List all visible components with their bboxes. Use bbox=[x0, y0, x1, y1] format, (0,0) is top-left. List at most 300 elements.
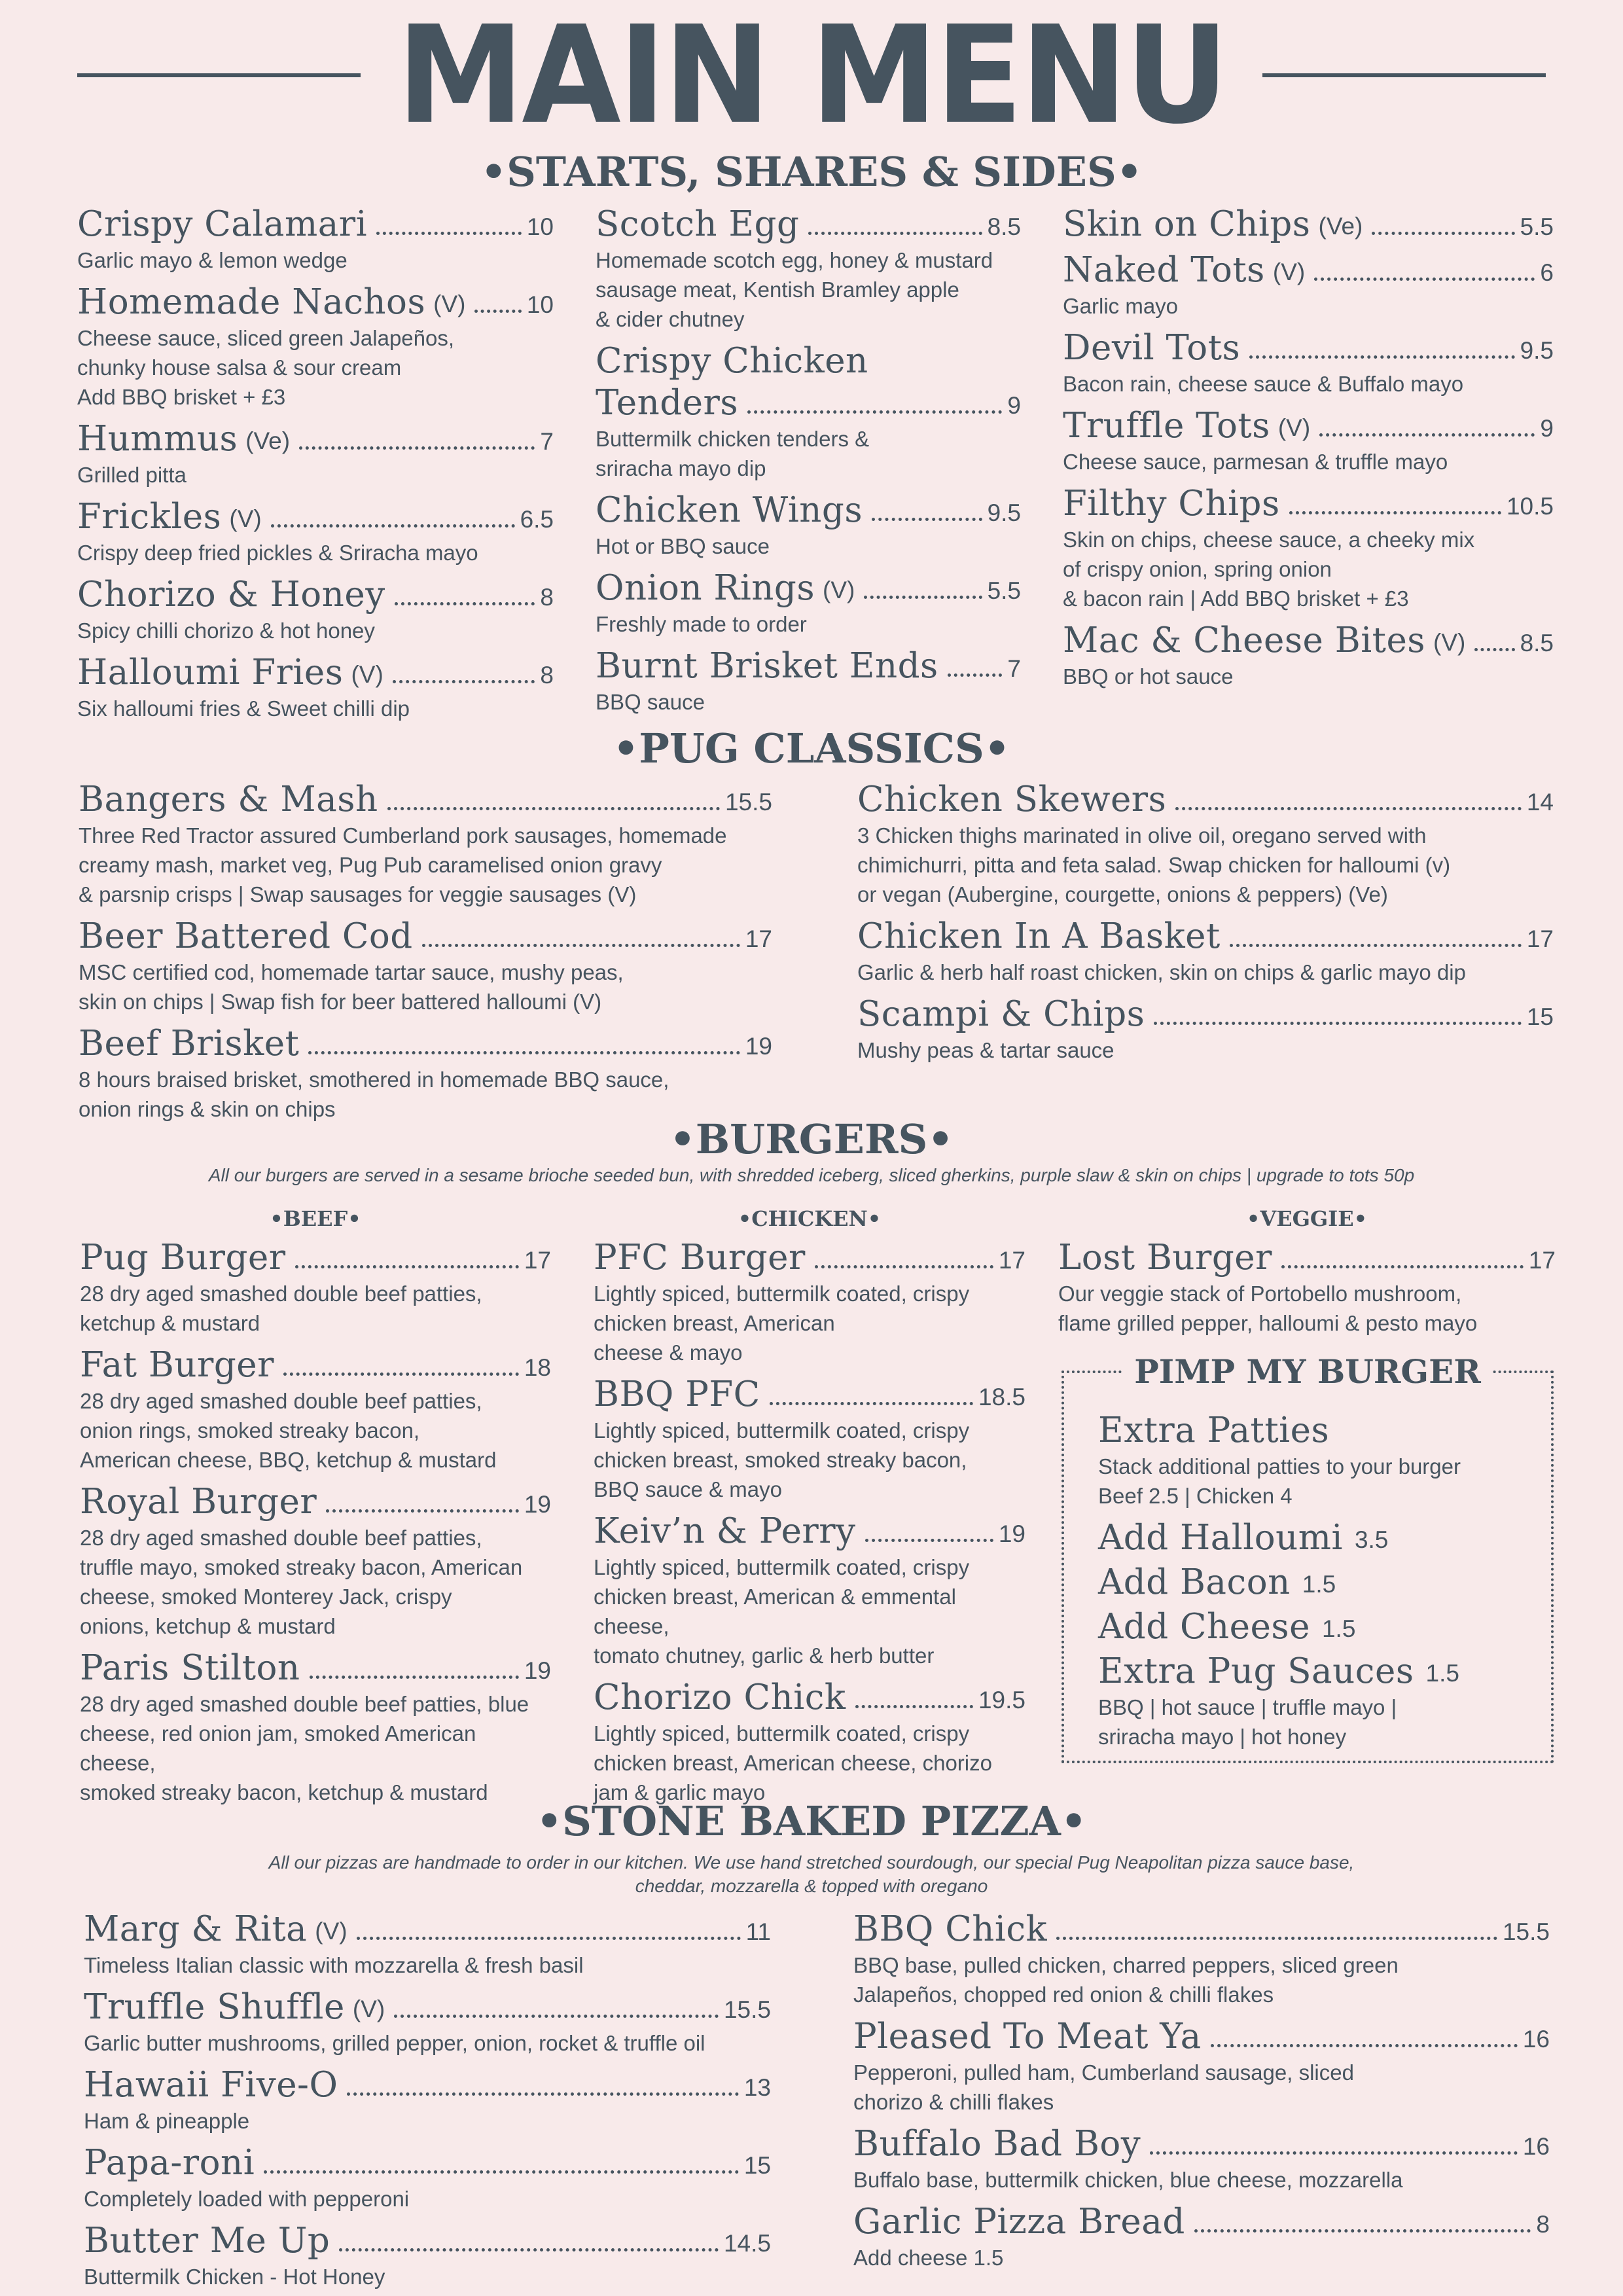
menu-item-name: Buffalo Bad Boy bbox=[853, 2124, 1141, 2164]
menu-item-description: Buttermilk Chicken - Hot Honey bbox=[84, 2265, 385, 2289]
dot-leader bbox=[347, 2092, 738, 2096]
diet-tag: (V) bbox=[823, 577, 855, 603]
menu-item-name: Scampi & Chips bbox=[857, 994, 1145, 1034]
menu-item-name: Extra Pug Sauces bbox=[1098, 1651, 1414, 1691]
menu-item bbox=[596, 201, 1021, 334]
menu-item-row bbox=[84, 2217, 771, 2262]
menu-item-row bbox=[853, 2121, 1550, 2165]
menu-item-name: Hummus bbox=[77, 419, 238, 459]
starts-column-2 bbox=[596, 201, 1021, 721]
menu-item-row bbox=[80, 1342, 551, 1386]
menu-item-description: Skin on chips, cheese sauce, a cheeky mix of crispy onion, spring onion & bacon rain | Add BBQ brisket + £3 bbox=[1063, 528, 1475, 611]
menu-item-row bbox=[857, 913, 1554, 958]
menu-item-price: 9 bbox=[1540, 415, 1554, 442]
dot-leader bbox=[1319, 433, 1535, 437]
menu-item-description: Lightly spiced, buttermilk coated, crispy chicken breast, American & emmental cheese, tomato chutney, garlic & herb butter bbox=[594, 1555, 970, 1668]
dot-leader bbox=[299, 446, 535, 450]
menu-item-name: Keiv’n & Perry bbox=[594, 1511, 856, 1551]
menu-item-row bbox=[1063, 201, 1554, 245]
menu-item-description: Lightly spiced, buttermilk coated, crispy chicken breast, American cheese, chorizo jam & garlic mayo bbox=[594, 1721, 992, 1804]
burgers-veggie-column bbox=[1058, 1206, 1556, 1342]
menu-item-name: BBQ PFC bbox=[594, 1374, 760, 1414]
menu-item-price: 1.5 bbox=[1425, 1660, 1459, 1687]
dot-leader bbox=[271, 524, 515, 528]
menu-item-row bbox=[596, 382, 1021, 424]
pizza-column-1 bbox=[84, 1906, 771, 2295]
menu-item-price: 19 bbox=[524, 1491, 551, 1518]
dot-leader bbox=[1372, 232, 1514, 235]
menu-item-price: 9.5 bbox=[1520, 337, 1554, 364]
menu-item-description: Lightly spiced, buttermilk coated, crispy chicken breast, American cheese & mayo bbox=[594, 1282, 970, 1365]
menu-item-name: PFC Burger bbox=[594, 1238, 806, 1278]
menu-item-price: 19.5 bbox=[978, 1687, 1026, 1713]
dot-leader bbox=[394, 2015, 719, 2018]
menu-item-row bbox=[1063, 617, 1554, 662]
menu-item-price: 6.5 bbox=[520, 506, 554, 533]
menu-item-description: Garlic butter mushrooms, grilled pepper, onion, rocket & truffle oil bbox=[84, 2031, 705, 2055]
menu-item-name: Chorizo Chick bbox=[594, 1677, 846, 1717]
beef-label: •BEEF• bbox=[270, 1206, 361, 1231]
menu-item-name: Crispy Chicken bbox=[596, 341, 868, 381]
menu-item bbox=[1098, 1559, 1543, 1604]
menu-item-row bbox=[594, 1234, 1026, 1279]
classics-column-1 bbox=[79, 776, 772, 1128]
menu-item bbox=[77, 416, 554, 490]
burgers-note: All our burgers are served in a sesame brioche seeded bun, with shredded iceberg, sliced gherkins, purple slaw & skin on chips | upgrade to tots 50p bbox=[208, 1165, 1415, 1185]
menu-item-row bbox=[594, 1674, 1026, 1719]
menu-item-name: Add Bacon bbox=[1098, 1562, 1291, 1602]
section-title-pizza: •STONE BAKED PIZZA• bbox=[536, 1797, 1087, 1845]
menu-item-description: Bacon rain, cheese sauce & Buffalo mayo bbox=[1063, 372, 1464, 396]
menu-item bbox=[596, 643, 1021, 717]
menu-item-price: 16 bbox=[1522, 2133, 1550, 2160]
menu-item-description: BBQ | hot sauce | truffle mayo | sriracha mayo | hot honey bbox=[1098, 1695, 1397, 1749]
menu-item-description: Timeless Italian classic with mozzarella & fresh basil bbox=[84, 1953, 584, 1977]
menu-item bbox=[77, 571, 554, 645]
dot-leader bbox=[1056, 1937, 1497, 1940]
menu-item bbox=[853, 2121, 1550, 2195]
menu-item-price: 14.5 bbox=[723, 2230, 771, 2257]
menu-item-price: 16 bbox=[1522, 2026, 1550, 2053]
menu-item-description: Add cheese 1.5 bbox=[853, 2246, 1004, 2270]
menu-item bbox=[77, 201, 554, 275]
menu-item bbox=[594, 1508, 1026, 1670]
dot-leader bbox=[948, 673, 1003, 677]
menu-item bbox=[79, 1020, 772, 1124]
classics-column-2 bbox=[857, 776, 1554, 1069]
menu-item bbox=[596, 565, 1021, 639]
menu-item-price: 5.5 bbox=[987, 577, 1021, 604]
chicken-label: •CHICKEN• bbox=[738, 1206, 882, 1231]
pimp-title-wrap bbox=[1064, 1352, 1551, 1391]
dot-leader bbox=[264, 2170, 739, 2174]
menu-item bbox=[1063, 617, 1554, 691]
menu-item-name: Garlic Pizza Bread bbox=[853, 2202, 1185, 2242]
menu-item-price: 18.5 bbox=[978, 1384, 1026, 1410]
menu-item bbox=[1098, 1604, 1543, 1648]
menu-item-description: MSC certified cod, homemade tartar sauce, mushy peas, skin on chips | Swap fish for beer battered halloumi (V) bbox=[79, 960, 624, 1014]
starts-column-3 bbox=[1063, 201, 1554, 695]
menu-item-description: Pepperoni, pulled ham, Cumberland sausage, sliced chorizo & chilli flakes bbox=[853, 2060, 1354, 2114]
menu-item-price: 9 bbox=[1007, 392, 1021, 419]
menu-item-row bbox=[80, 1645, 551, 1689]
menu-item bbox=[1063, 480, 1554, 613]
dot-leader bbox=[1194, 2229, 1531, 2233]
menu-item-price: 15 bbox=[1526, 1003, 1554, 1030]
menu-item bbox=[853, 1906, 1550, 2009]
diet-tag: (V) bbox=[1277, 414, 1311, 441]
menu-item-description: Buttermilk chicken tenders & sriracha mayo dip bbox=[596, 427, 870, 480]
menu-item bbox=[77, 649, 554, 723]
menu-item-row bbox=[77, 416, 554, 460]
menu-item bbox=[594, 1234, 1026, 1367]
menu-item-description: Mushy peas & tartar sauce bbox=[857, 1038, 1115, 1062]
menu-item bbox=[84, 2062, 771, 2136]
header-rule-right bbox=[1262, 73, 1546, 77]
dot-leader bbox=[1154, 1022, 1521, 1025]
menu-item bbox=[1098, 1515, 1543, 1559]
menu-item-row bbox=[1063, 325, 1554, 369]
menu-item-name: Marg & Rita bbox=[84, 1909, 308, 1949]
menu-item-price: 7 bbox=[540, 428, 554, 455]
dot-leader bbox=[770, 1402, 973, 1405]
menu-item-price: 10.5 bbox=[1506, 493, 1554, 520]
menu-item-price: 11 bbox=[745, 1918, 771, 1945]
diet-tag: (Ve) bbox=[1318, 213, 1363, 240]
menu-item-price: 8.5 bbox=[1520, 630, 1554, 656]
dot-leader bbox=[808, 232, 982, 235]
menu-item-name: Filthy Chips bbox=[1063, 484, 1280, 524]
menu-item-price: 17 bbox=[524, 1247, 551, 1274]
menu-item-price: 1.5 bbox=[1302, 1571, 1336, 1598]
pimp-items bbox=[1098, 1407, 1543, 1755]
menu-item-description: Hot or BBQ sauce bbox=[596, 534, 770, 558]
dot-leader bbox=[1474, 648, 1514, 651]
menu-item-name: Mac & Cheese Bites bbox=[1063, 620, 1426, 660]
dot-leader bbox=[339, 2248, 719, 2251]
menu-item-price: 8 bbox=[540, 662, 554, 689]
menu-item bbox=[857, 776, 1554, 909]
menu-item-price: 8 bbox=[1536, 2211, 1550, 2238]
menu-item-name: Truffle Shuffle bbox=[84, 1987, 345, 2027]
diet-tag: (Ve) bbox=[245, 427, 291, 454]
menu-item-name: Bangers & Mash bbox=[79, 780, 378, 819]
diet-tag: (V) bbox=[1272, 259, 1306, 285]
menu-item-name: Add Cheese bbox=[1098, 1607, 1310, 1647]
menu-item-row bbox=[596, 201, 1021, 245]
menu-item-name: Chicken Skewers bbox=[857, 780, 1167, 819]
menu-item-row bbox=[1098, 1604, 1543, 1648]
section-title-classics: •PUG CLASSICS• bbox=[613, 725, 1010, 772]
dot-leader bbox=[474, 310, 521, 313]
menu-item-price: 19 bbox=[998, 1520, 1026, 1547]
menu-item-price: 8 bbox=[540, 584, 554, 611]
menu-item-price: 1.5 bbox=[1321, 1615, 1356, 1642]
menu-item-name: Fat Burger bbox=[80, 1345, 274, 1385]
dot-leader bbox=[310, 1676, 519, 1679]
diet-tag: (V) bbox=[352, 1996, 385, 2022]
menu-item-name: Papa-roni bbox=[84, 2143, 255, 2183]
menu-item bbox=[1063, 247, 1554, 321]
menu-item-row bbox=[77, 649, 554, 694]
burgers-chicken-column bbox=[594, 1206, 1026, 1811]
menu-item-name: Beer Battered Cod bbox=[79, 916, 413, 956]
menu-item-row bbox=[1063, 480, 1554, 525]
menu-item-description: 8 hours braised brisket, smothered in homemade BBQ sauce, onion rings & skin on chips bbox=[79, 1067, 669, 1121]
menu-item-row bbox=[77, 279, 554, 323]
menu-item-description: 28 dry aged smashed double beef patties, ketchup & mustard bbox=[80, 1282, 482, 1335]
menu-item-name: Skin on Chips bbox=[1063, 204, 1311, 244]
menu-item-row bbox=[84, 2140, 771, 2184]
menu-item-row bbox=[594, 1371, 1026, 1416]
menu-item-name: Beef Brisket bbox=[79, 1024, 300, 1064]
dot-leader bbox=[747, 410, 1002, 414]
menu-item bbox=[1098, 1648, 1543, 1751]
menu-item-description: Six halloumi fries & Sweet chilli dip bbox=[77, 696, 410, 721]
menu-item-description: 3 Chicken thighs marinated in olive oil, oregano served with chimichurri, pitta and feta salad. Swap chicken for halloumi (v) or vegan (Aubergine, courgette, onions & peppers) (Ve) bbox=[857, 823, 1451, 906]
menu-item-price: 19 bbox=[745, 1033, 772, 1060]
menu-item-name: Halloumi Fries bbox=[77, 653, 344, 692]
menu-item bbox=[84, 2140, 771, 2214]
menu-item-description: Completely loaded with pepperoni bbox=[84, 2187, 410, 2211]
menu-header bbox=[0, 0, 1623, 154]
menu-item-description: Buffalo base, buttermilk chicken, blue cheese, mozzarella bbox=[853, 2168, 1403, 2192]
menu-item-row bbox=[594, 1508, 1026, 1552]
diet-tag: (V) bbox=[351, 661, 383, 688]
menu-item-description: Our veggie stack of Portobello mushroom, flame grilled pepper, halloumi & pesto mayo bbox=[1058, 1282, 1478, 1335]
menu-item-row bbox=[1063, 403, 1554, 447]
menu-item bbox=[80, 1479, 551, 1641]
menu-item bbox=[853, 2013, 1550, 2117]
menu-item-row bbox=[77, 493, 554, 538]
menu-item bbox=[79, 776, 772, 909]
pimp-title: PIMP MY BURGER bbox=[1124, 1352, 1491, 1391]
menu-item-row bbox=[79, 913, 772, 958]
menu-item bbox=[594, 1371, 1026, 1504]
dot-leader bbox=[1230, 944, 1522, 947]
menu-item-name: Burnt Brisket Ends bbox=[596, 646, 938, 686]
menu-item-description: Spicy chilli chorizo & hot honey bbox=[77, 619, 375, 643]
menu-item-row bbox=[77, 201, 554, 245]
menu-item-row bbox=[853, 1906, 1550, 1950]
menu-item-description: Grilled pitta bbox=[77, 463, 187, 487]
menu-item-description: Ham & pineapple bbox=[84, 2109, 250, 2133]
pizza-note-line-2: cheddar, mozzarella & topped with oregano bbox=[635, 1876, 988, 1896]
menu-item-row bbox=[1098, 1559, 1543, 1604]
dot-leader bbox=[393, 680, 535, 683]
dot-leader bbox=[815, 1265, 993, 1268]
menu-item bbox=[80, 1234, 551, 1338]
menu-item-row bbox=[84, 1906, 771, 1950]
menu-item-name: Chicken Wings bbox=[596, 490, 863, 530]
menu-item-name-cont: Tenders bbox=[596, 383, 739, 423]
menu-item-description: BBQ sauce bbox=[596, 690, 705, 714]
menu-item-name-row bbox=[596, 338, 1021, 382]
menu-item-name: Onion Rings bbox=[596, 568, 815, 608]
dot-leader bbox=[1150, 2151, 1518, 2155]
diet-tag: (V) bbox=[1433, 629, 1466, 656]
menu-item bbox=[596, 487, 1021, 561]
menu-item-price: 14 bbox=[1526, 789, 1554, 816]
menu-item-description: Stack additional patties to your burger Beef 2.5 | Chicken 4 bbox=[1098, 1454, 1461, 1508]
menu-item-description: Three Red Tractor assured Cumberland pork sausages, homemade creamy mash, market veg, Pug Pub caramelised onion gravy & parsnip crisps | Swap sausages for veggie sausages (V) bbox=[79, 823, 727, 906]
menu-item bbox=[857, 991, 1554, 1065]
menu-item-row bbox=[1063, 247, 1554, 291]
menu-item-name: BBQ Chick bbox=[853, 1909, 1048, 1949]
menu-item-price: 18 bbox=[524, 1354, 551, 1381]
dot-leader bbox=[357, 1937, 741, 1940]
dot-leader bbox=[872, 518, 982, 521]
menu-item-name: Chorizo & Honey bbox=[77, 575, 385, 615]
menu-item bbox=[1063, 325, 1554, 399]
menu-item-price: 19 bbox=[524, 1657, 551, 1684]
menu-item-price: 15 bbox=[743, 2152, 771, 2179]
menu-item-row bbox=[1098, 1515, 1543, 1559]
menu-item-name: Crispy Calamari bbox=[77, 204, 368, 244]
dot-leader bbox=[376, 232, 522, 235]
dot-leader bbox=[1314, 278, 1535, 281]
menu-item-name: Scotch Egg bbox=[596, 204, 800, 244]
menu-item-description: BBQ base, pulled chicken, charred peppers, sliced green Jalapeños, chopped red onion & chilli flakes bbox=[853, 1953, 1399, 2007]
menu-item-name: Hawaii Five-O bbox=[84, 2065, 338, 2105]
menu-item bbox=[1063, 403, 1554, 476]
menu-item-price: 17 bbox=[998, 1247, 1026, 1274]
menu-item-description: Cheese sauce, parmesan & truffle mayo bbox=[1063, 450, 1448, 474]
menu-item bbox=[1058, 1234, 1556, 1338]
menu-item-description: Homemade scotch egg, honey & mustard sausage meat, Kentish Bramley apple & cider chutney bbox=[596, 248, 993, 331]
menu-item-row bbox=[80, 1479, 551, 1523]
dot-leader bbox=[864, 596, 982, 599]
menu-item-price: 17 bbox=[1526, 925, 1554, 952]
dot-leader bbox=[387, 807, 720, 810]
menu-item-row bbox=[84, 2062, 771, 2106]
menu-item-name: Naked Tots bbox=[1063, 250, 1265, 290]
dot-leader bbox=[295, 1265, 519, 1268]
menu-item-description: Garlic mayo & lemon wedge bbox=[77, 248, 348, 272]
menu-item-row bbox=[79, 1020, 772, 1065]
menu-item-name: Extra Patties bbox=[1098, 1410, 1330, 1450]
page-title: MAIN MENU bbox=[397, 0, 1226, 154]
menu-item-row bbox=[853, 2198, 1550, 2243]
menu-item-price: 10 bbox=[526, 213, 554, 240]
dot-leader bbox=[283, 1372, 519, 1376]
header-rule-left bbox=[77, 73, 361, 77]
menu-item bbox=[80, 1645, 551, 1807]
diet-tag: (V) bbox=[433, 291, 466, 317]
menu-item bbox=[84, 2217, 771, 2291]
menu-item-description: Crispy deep fried pickles & Sriracha mayo bbox=[77, 541, 478, 565]
menu-item-description: Garlic & herb half roast chicken, skin on chips & garlic mayo dip bbox=[857, 960, 1466, 984]
pizza-column-2 bbox=[853, 1906, 1550, 2276]
menu-item-name: Pleased To Meat Ya bbox=[853, 2017, 1202, 2056]
pizza-note-line-1: All our pizzas are handmade to order in our kitchen. We use hand stretched sourdough, our special Pug Neapolitan pizza sauce base, bbox=[268, 1852, 1355, 1873]
section-title-starts: •STARTS, SHARES & SIDES• bbox=[480, 148, 1143, 196]
menu-item-price: 13 bbox=[743, 2074, 771, 2101]
menu-item-row bbox=[1058, 1234, 1556, 1279]
pimp-my-burger-box bbox=[1061, 1352, 1554, 1763]
dot-leader bbox=[1289, 511, 1501, 514]
menu-item-description: Cheese sauce, sliced green Jalapeños, chunky house salsa & sour cream Add BBQ brisket + £3 bbox=[77, 326, 455, 409]
menu-item bbox=[84, 1906, 771, 1980]
menu-item-description: Lightly spiced, buttermilk coated, crispy chicken breast, smoked streaky bacon, BBQ sauce & mayo bbox=[594, 1418, 970, 1501]
menu-item-price: 8.5 bbox=[987, 213, 1021, 240]
menu-item-price: 9.5 bbox=[987, 499, 1021, 526]
menu-item-name: Frickles bbox=[77, 497, 222, 537]
menu-item-price: 7 bbox=[1007, 655, 1021, 682]
menu-item bbox=[594, 1674, 1026, 1807]
menu-item-price: 6 bbox=[1540, 259, 1554, 286]
menu-item-name: Chicken In A Basket bbox=[857, 916, 1221, 956]
menu-item-row bbox=[1098, 1407, 1543, 1452]
menu-item bbox=[596, 338, 1021, 483]
menu-item bbox=[853, 2198, 1550, 2272]
diet-tag: (V) bbox=[315, 1918, 348, 1945]
menu-item-price: 10 bbox=[526, 291, 554, 318]
menu-item-row bbox=[857, 776, 1554, 821]
dot-leader bbox=[1175, 807, 1522, 810]
menu-item-price: 3.5 bbox=[1354, 1526, 1389, 1553]
diet-tag: (V) bbox=[229, 505, 262, 532]
menu-item bbox=[1063, 201, 1554, 245]
menu-item-name: Devil Tots bbox=[1063, 328, 1241, 368]
menu-item-row bbox=[596, 643, 1021, 687]
dot-leader bbox=[1211, 2044, 1518, 2047]
menu-item-description: 28 dry aged smashed double beef patties, onion rings, smoked streaky bacon, American cheese, BBQ, ketchup & mustard bbox=[80, 1389, 497, 1472]
menu-item-row bbox=[80, 1234, 551, 1279]
menu-item bbox=[77, 279, 554, 412]
dot-leader bbox=[422, 944, 740, 947]
menu-item-row bbox=[77, 571, 554, 616]
menu-item-row bbox=[84, 1984, 771, 2028]
menu-item-name: Lost Burger bbox=[1058, 1238, 1272, 1278]
menu-item bbox=[1098, 1407, 1543, 1511]
menu-item-description: Freshly made to order bbox=[596, 612, 807, 636]
menu-item-price: 15.5 bbox=[724, 789, 772, 816]
menu-item-description: 28 dry aged smashed double beef patties, blue cheese, red onion jam, smoked American cheese, smoked streaky bacon, ketchup & mustard bbox=[80, 1692, 529, 1804]
menu-item-description: 28 dry aged smashed double beef patties, truffle mayo, smoked streaky bacon, American cheese, smoked Monterey Jack, crispy onions, ketchup & mustard bbox=[80, 1526, 523, 1638]
menu-item-name: Homemade Nachos bbox=[77, 282, 426, 322]
menu-item-name: Paris Stilton bbox=[80, 1648, 300, 1688]
menu-item-name: Butter Me Up bbox=[84, 2221, 330, 2261]
dot-leader bbox=[326, 1509, 519, 1513]
menu-item-name: Truffle Tots bbox=[1063, 406, 1270, 446]
menu-item-row bbox=[853, 2013, 1550, 2058]
menu-item-price: 5.5 bbox=[1520, 213, 1554, 240]
menu-item-row bbox=[596, 565, 1021, 609]
menu-item-description: Garlic mayo bbox=[1063, 294, 1179, 318]
dot-leader bbox=[1281, 1265, 1524, 1268]
starts-column-1 bbox=[77, 201, 554, 727]
dot-leader bbox=[395, 602, 535, 605]
menu-item-row bbox=[596, 487, 1021, 531]
menu-item bbox=[77, 493, 554, 567]
menu-item-price: 15.5 bbox=[723, 1996, 771, 2023]
menu-item-name: Royal Burger bbox=[80, 1482, 317, 1522]
dot-leader bbox=[855, 1705, 973, 1708]
dot-leader bbox=[308, 1051, 740, 1054]
menu-item-price: 17 bbox=[745, 925, 772, 952]
menu-item-row bbox=[857, 991, 1554, 1035]
menu-item-name: Add Halloumi bbox=[1098, 1518, 1343, 1558]
veggie-label: •VEGGIE• bbox=[1246, 1206, 1368, 1231]
menu-item-description: BBQ or hot sauce bbox=[1063, 664, 1234, 689]
menu-item bbox=[80, 1342, 551, 1475]
dot-leader bbox=[1249, 355, 1514, 359]
menu-item-price: 15.5 bbox=[1502, 1918, 1550, 1945]
menu-item-price: 17 bbox=[1528, 1247, 1556, 1274]
burgers-beef-column bbox=[80, 1206, 551, 1811]
menu-item-row bbox=[1098, 1648, 1543, 1693]
